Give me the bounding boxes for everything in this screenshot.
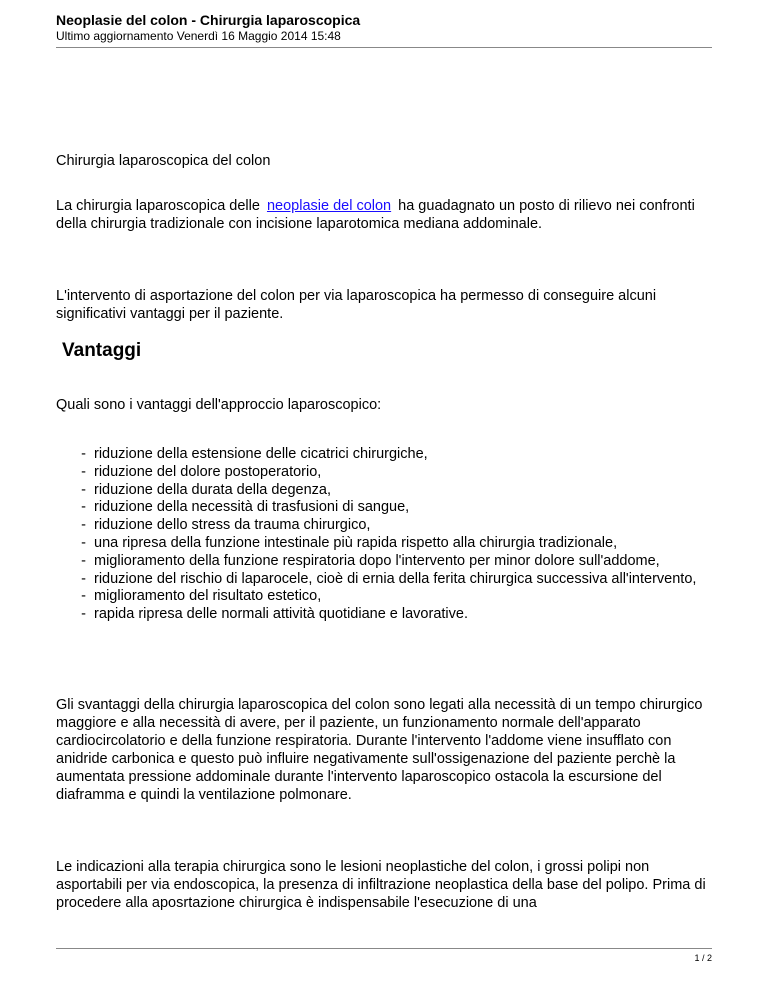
last-updated-text: Ultimo aggiornamento Venerdì 16 Maggio 2014 15:48 (56, 29, 341, 43)
header-divider (56, 47, 712, 48)
heading-vantaggi: Vantaggi (62, 340, 142, 361)
list-item: - riduzione del dolore postoperatorio, (81, 463, 322, 480)
footer-divider (56, 948, 712, 949)
question-text: Quali sono i vantaggi dell'approccio laparoscopico: (56, 397, 382, 413)
list-item: - riduzione della durata della degenza, (81, 481, 332, 498)
page-header (56, 12, 712, 43)
list-item: - rapida ripresa delle normali attività quotidiane e lavorative. (81, 606, 468, 623)
article-subtitle: Chirurgia laparoscopica del colon (56, 153, 271, 169)
list-item: - miglioramento del risultato estetico, (81, 588, 322, 605)
intro-paragraph: La chirurgia laparoscopica delle neoplasie del colon ha guadagnato un posto di rilievo nei confronti della chirurgia tradizionale con incisione laparotomica mediana addominale. (56, 198, 695, 232)
paragraph-indicazioni: Le indicazioni alla terapia chirurgica sono le lesioni neoplastiche del colon, i grossi polipi non asportabili per via endoscopica, la presenza di infiltrazione neoplastica della base del polipo. Prima di procedere alla aposrtazione chirurgica è indispensabile l'esecuzione di una (56, 859, 706, 911)
list-item: - riduzione della estensione delle cicatrici chirurgiche, (81, 446, 428, 462)
advantages-list (56, 446, 712, 624)
neoplasie-del-colon-link[interactable]: neoplasie del colon (266, 198, 392, 214)
paragraph-svantaggi: Gli svantaggi della chirurgia laparoscopica del colon sono legati alla necessità di un tempo chirurgico maggiore e alla necessità di avere, per il paziente, un funzionamento normale dell'apparato cardiocircolatorio e della funzione respiratoria. Durante l'intervento l'addome viene insufflato con anidride carbonica e questo può influire negativamente sull'ossigenazione del paziente perchè la aumentata pressione addominale durante l'intervento laparoscopico ostacola la escursione del diaframma e quindi la ventilazione polmonare. (56, 697, 703, 803)
document-title: Neoplasie del colon - Chirurgia laparoscopica (56, 12, 361, 28)
list-item: - una ripresa della funzione intestinale più rapida rispetto alla chirurgia tradizionale, (81, 534, 618, 551)
list-item: - riduzione dello stress da trauma chirurgico, (81, 517, 371, 534)
list-item: - miglioramento della funzione respiratoria dopo l'intervento per minor dolore sull'addome, (81, 552, 660, 569)
list-item: - riduzione del rischio di laparocele, cioè di ernia della ferita chirurgica successiva all'intervento, (81, 570, 697, 587)
list-item: - riduzione della necessità di trasfusioni di sangue, (81, 499, 410, 516)
page-number: 1 / 2 (694, 953, 712, 963)
paragraph-asportazione: L'intervento di asportazione del colon per via laparoscopica ha permesso di conseguire alcuni significativi vantaggi per il paziente. (56, 288, 657, 322)
